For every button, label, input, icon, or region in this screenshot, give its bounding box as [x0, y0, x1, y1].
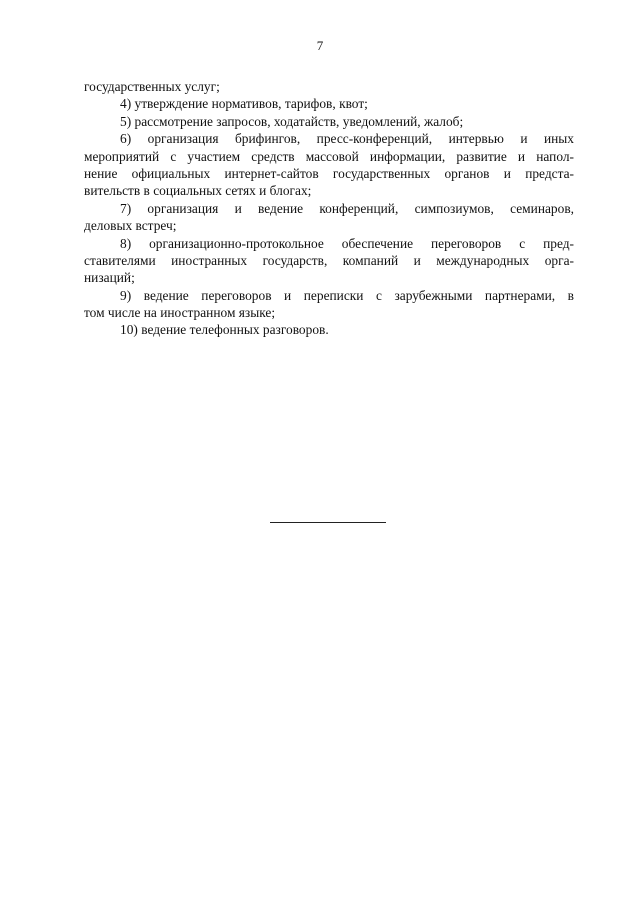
text-line: деловых встреч; [84, 218, 177, 234]
page-number: 7 [316, 38, 324, 53]
list-item-6: 6) организация брифингов, пресс-конференций, интервью и иных [120, 131, 574, 147]
document-body [84, 78, 574, 339]
text-line: ставителями иностранных государств, компаний и международных орга- [84, 252, 574, 268]
text-line: нение официальных интернет-сайтов государственных органов и предста- [84, 165, 574, 181]
text-line: вительств в социальных сетях и блогах; [84, 183, 312, 199]
text-line: низаций; [84, 270, 135, 286]
separator-line [270, 522, 386, 523]
text-line: государственных услуг; [84, 79, 220, 94]
list-item-8: 8) организационно-протокольное обеспечение переговоров с пред- [120, 235, 574, 251]
list-item-4: 4) утверждение нормативов, тарифов, квот; [120, 96, 368, 112]
list-item-9: 9) ведение переговоров и переписки с зарубежными партнерами, в [120, 287, 574, 303]
list-item-7: 7) организация и ведение конференций, симпозиумов, семинаров, [120, 200, 574, 216]
text-line: том числе на иностранном языке; [84, 305, 276, 321]
list-item-5: 5) рассмотрение запросов, ходатайств, уведомлений, жалоб; [120, 113, 464, 129]
list-item-10: 10) ведение телефонных разговоров. [120, 322, 329, 338]
text-line: мероприятий с участием средств массовой информации, развитие и напол- [84, 148, 574, 164]
